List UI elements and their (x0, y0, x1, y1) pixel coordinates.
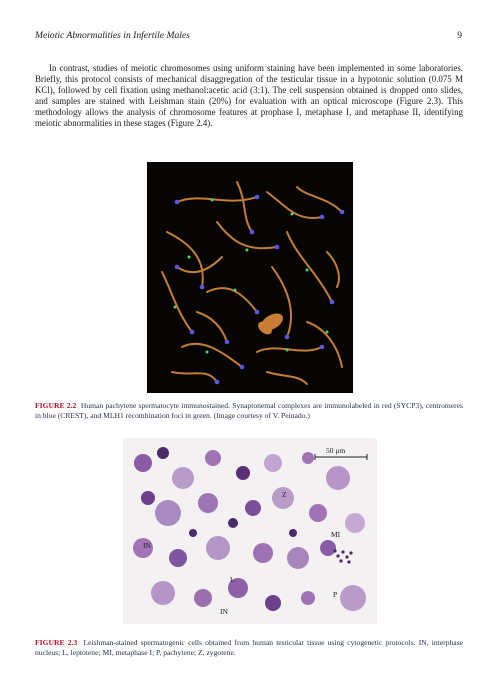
pachytene-spread-image (147, 162, 353, 393)
page-header (35, 30, 462, 44)
label-leptotene: L (230, 575, 235, 584)
figure-2-3-caption-text: Leishman-stained spermatogenic cells obtained from human testicular tissue using cytogenetic protocols. IN, interphase nucleus; L, leptotene; MI, metaphase I; P, pachytene; Z, zygotene. (35, 638, 463, 657)
label-zygotene: Z (282, 490, 287, 499)
metaphase-chromosomes (333, 549, 352, 563)
scale-bar-label: 50 μm (326, 446, 346, 455)
body-paragraph: In contrast, studies of meiotic chromosomes using uniform staining have been implemented in some laboratories. Briefly, this protocol consists of mechanical disaggregation of the testicular tissue in a hypotonic solution (0.075 M KCl), followed by cell fixation using methanol:acetic acid (3:1). The cell suspension obtained is dropped onto slides, and samples are stained with Leishman stain (20%) for evaluation with an optical microscope (Figure 2.3). This methodology allows the analysis of chromosome features at prophase I, metaphase I, and metaphase II, identifying meiotic abnormalities in these stages (Figure 2.4). (35, 63, 463, 129)
label-metaphase-i: MI (331, 530, 341, 539)
label-interphase-nucleus: IN (220, 607, 228, 616)
figure-2-2-caption (35, 401, 463, 421)
figure-2-3-micrograph (123, 438, 377, 624)
figure-2-2-micrograph (147, 162, 353, 393)
figure-2-3-label: FIGURE 2.3 (35, 638, 78, 647)
mlh1-foci (174, 199, 329, 354)
synaptonemal-complexes (162, 182, 342, 384)
sex-body (256, 310, 286, 337)
running-title: Meiotic Abnormalities in Infertile Males (35, 30, 190, 41)
figure-2-2-caption-text: Human pachytene spermatocyte immunostained. Synaptonemal complexes are immunolabeled in red (SYCP3), centromeres in blue (CREST), and MLH1 recombination foci in green. (Image courtesy of V. Peinado.) (35, 401, 463, 420)
figure-2-2-label: FIGURE 2.2 (35, 401, 77, 410)
figure-2-3-caption (35, 638, 463, 658)
page-number: 9 (457, 30, 462, 41)
label-pachytene: P (333, 590, 338, 599)
centromere-signals (175, 195, 345, 385)
label-interphase-nucleus: IN (143, 541, 151, 550)
stained-cells (133, 447, 366, 611)
